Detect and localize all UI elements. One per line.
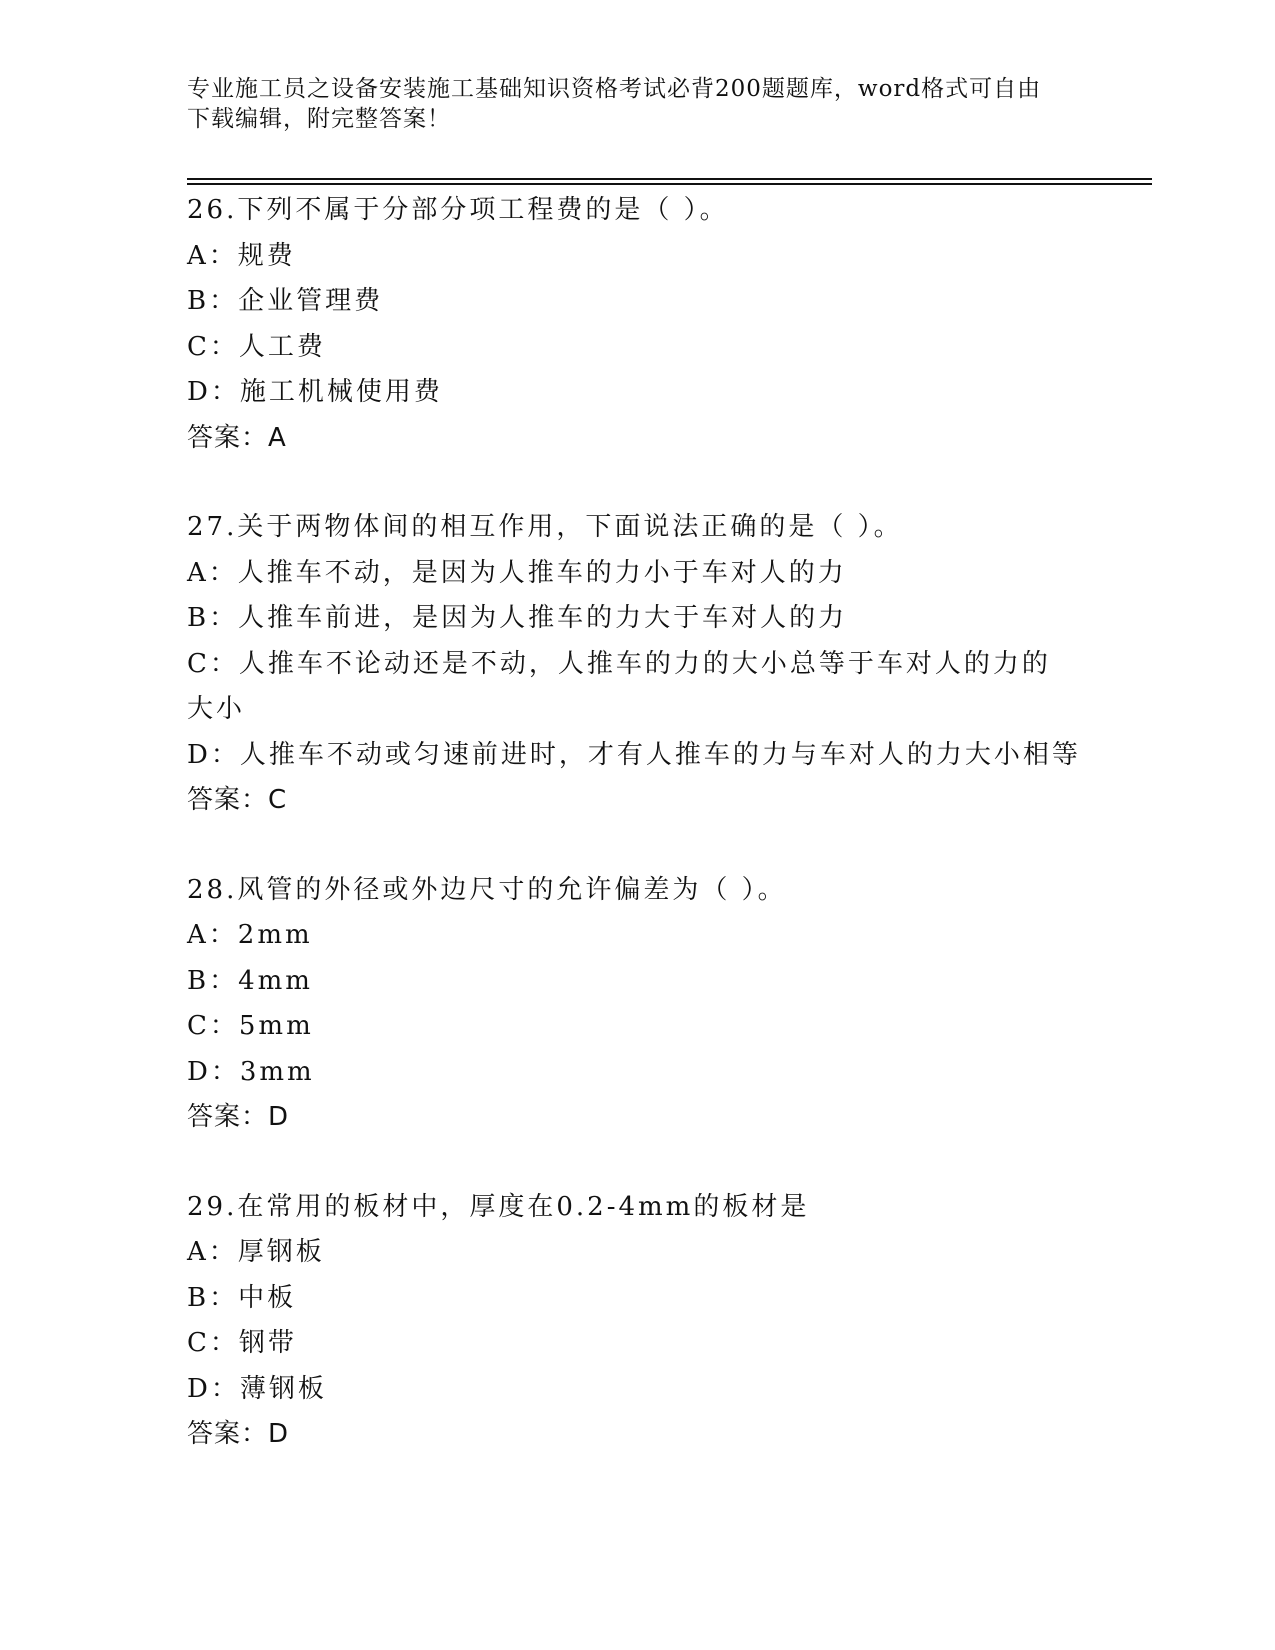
option-b: B：企业管理费 bbox=[187, 286, 384, 316]
document-header bbox=[187, 74, 1067, 134]
option-a: A：人推车不动，是因为人推车的力小于车对人的力 bbox=[187, 557, 847, 588]
option-c: C：钢带 bbox=[187, 1328, 297, 1358]
option-d: D：施工机械使用费 bbox=[187, 377, 443, 407]
answer-line: 答案：D bbox=[187, 1419, 290, 1449]
option-a: A：规费 bbox=[187, 240, 296, 271]
answer-line: 答案：D bbox=[187, 1102, 290, 1132]
header-divider-bottom bbox=[187, 183, 1152, 185]
header-line-1: 专业施工员之设备安装施工基础知识资格考试必背200题题库，word格式可自由 bbox=[187, 76, 1042, 102]
question-stem: 29.在常用的板材中，厚度在0.2-4mm的板材是 bbox=[187, 1191, 810, 1222]
option-c: C：5mm bbox=[187, 1011, 314, 1041]
header-line-2: 下载编辑，附完整答案！ bbox=[187, 106, 451, 132]
option-b: B：中板 bbox=[187, 1282, 297, 1313]
option-d: D：3mm bbox=[187, 1056, 315, 1087]
option-b: B：人推车前进，是因为人推车的力大于车对人的力 bbox=[187, 603, 848, 633]
question-26 bbox=[187, 188, 1152, 461]
question-stem: 26.下列不属于分部分项工程费的是（ ）。 bbox=[187, 195, 729, 225]
answer-line: 答案：C bbox=[187, 785, 288, 815]
question-27 bbox=[187, 505, 1152, 824]
answer-line: 答案：A bbox=[187, 422, 287, 453]
option-c: C：人推车不论动还是不动，人推车的力的大小总等于车对人的力的大小 bbox=[187, 648, 1051, 724]
question-29 bbox=[187, 1185, 1152, 1458]
question-list bbox=[187, 188, 1152, 1502]
option-d: D：人推车不动或匀速前进时，才有人推车的力与车对人的力大小相等 bbox=[187, 739, 1081, 770]
option-a: A：2mm bbox=[187, 920, 313, 950]
option-b: B：4mm bbox=[187, 965, 313, 996]
option-d: D：薄钢板 bbox=[187, 1373, 327, 1404]
question-28 bbox=[187, 868, 1152, 1141]
question-stem: 28.风管的外径或外边尺寸的允许偏差为（ ）。 bbox=[187, 874, 787, 905]
option-c: C：人工费 bbox=[187, 331, 326, 362]
option-a: A：厚钢板 bbox=[187, 1237, 325, 1267]
question-stem: 27.关于两物体间的相互作用，下面说法正确的是（ ）。 bbox=[187, 512, 903, 542]
header-divider-top bbox=[187, 178, 1152, 180]
